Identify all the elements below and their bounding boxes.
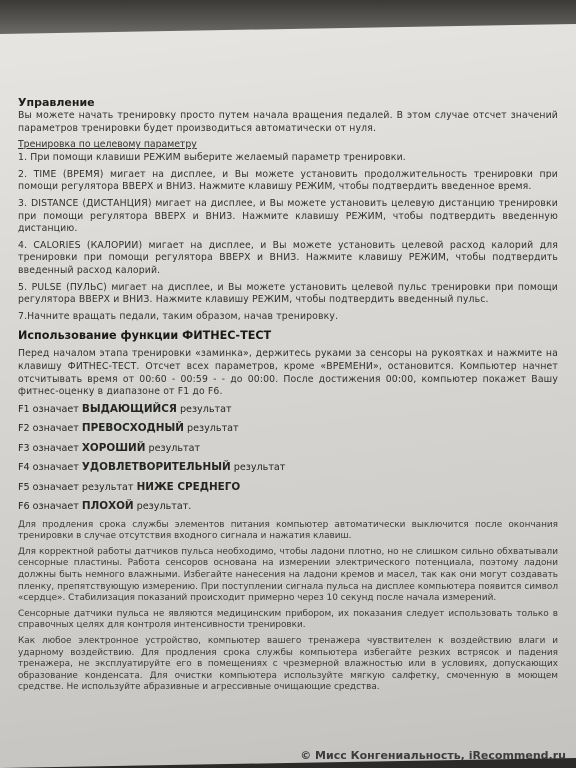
result-value: НИЖЕ СРЕДНЕГО [136, 480, 241, 493]
result-suffix: результат [233, 462, 286, 474]
result-value: ПРЕВОСХОДНЫЙ [81, 422, 184, 435]
step-1: 1. При помощи клавиши РЕЖИМ выберите желаемый параметр тренировки. [18, 152, 406, 164]
result-value: УДОВЛЕТВОРИТЕЛЬНЫЙ [81, 461, 231, 474]
result-code: F3 означает [18, 442, 79, 454]
step-2: 2. TIME (ВРЕМЯ) мигает на дисплее, и Вы можете установить продолжительность тренировки при помощи регулятора ВВЕРХ и ВНИЗ. Нажмите клавишу РЕЖИМ, чтобы подтвердить введенное время. [18, 168, 558, 193]
intro-paragraph: Вы можете начать тренировку просто путем начала вращения педалей. В этом случае отсчет значений параметров тренировки будет производиться автоматически от нуля. [18, 110, 558, 134]
step-3: 3. DISTANCE (ДИСТАНЦИЯ) мигает на дисплее, и Вы можете установить целевую дистанцию тренировки при помощи регулятора ВВЕРХ и ВНИЗ. Нажмите клавишу РЕЖИМ, чтобы подтвердить введенную дистанцию. [18, 197, 558, 235]
result-code: F6 означает [18, 501, 79, 513]
result-code: F2 означает [18, 423, 79, 435]
result-f3 [18, 442, 558, 455]
result-code: F4 означает [18, 462, 79, 474]
result-f6 [18, 500, 558, 513]
section-title-control: Управление [18, 96, 95, 109]
result-value: ХОРОШИЙ [81, 441, 146, 454]
note-medical: Сенсорные датчики пульса не являются медицинским прибором, их показания следует использовать только в справочных целях для контроля интенсивности тренировки. [18, 608, 558, 631]
result-f4 [18, 461, 558, 474]
result-suffix: результат [148, 442, 201, 454]
subsection-title: Тренировка по целевому параметру [18, 139, 197, 151]
fitness-test-intro: Перед началом этапа тренировки «заминка», держитесь руками за сенсоры на рукоятках и нажмите на клавишу ФИТНЕС-ТЕСТ. Отсчет всех параметров, кроме «ВРЕМЕНИ», остановится. Компьютер начнет отсчитывать время от 00:60 - 00:59 - - до 00:00. После достижения 00:00, компьютер покажет Вашу фитнес-оценку в диапазоне от F1 до F6. [18, 348, 558, 398]
step-4: 4. CALORIES (КАЛОРИИ) мигает на дисплее, и Вы можете установить целевой расход калорий для тренировки при помощи регулятора ВВЕРХ и ВНИЗ. Нажмите клавишу РЕЖИМ, чтобы подтвердить введенный расход калорий. [18, 239, 558, 276]
result-value: ПЛОХОЙ [81, 500, 134, 513]
result-suffix: результат. [136, 501, 192, 513]
step-5: 5. PULSE (ПУЛЬС) мигает на дисплее, и Вы можете установить целевой пульс тренировки при помощи регулятора ВВЕРХ и ВНИЗ. Нажмите клавишу РЕЖИМ, чтобы подтвердить введенный пульс. [18, 281, 558, 306]
result-value: ВЫДАЮЩИЙСЯ [81, 402, 177, 415]
step-7: 7.Начните вращать педали, таким образом, начав тренировку. [18, 310, 339, 322]
note-pulse-sensors: Для корректной работы датчиков пульса необходимо, чтобы ладони плотно, но не слишком сильно обхватывали сенсорные пластины. Работа сенсоров основана на измерении электрического потенциала, поэтому ладони должны быть немного влажными. Избегайте нанесения на ладони кремов и масел, так как они могут создавать пленку, препятствующую измерению. При поступлении сигнала пульса на дисплее компьютера появится символ «сердце». Стабилизация показаний происходит примерно через 10 секунд после начала измерений. [18, 546, 558, 604]
note-battery: Для продления срока службы элементов питания компьютер автоматически выключится после окончания тренировки в случае отсутствия входного сигнала и нажатия клавиш. [18, 519, 558, 542]
manual-page [18, 96, 558, 698]
result-suffix: результат [179, 403, 232, 415]
result-f2 [18, 422, 558, 435]
result-suffix: результат [187, 423, 239, 435]
result-f1 [18, 403, 558, 416]
result-code: F1 означает [18, 403, 79, 415]
result-code: F5 означает результат [18, 481, 134, 493]
section-title-fitness-test: Использование функции ФИТНЕС-ТЕСТ [18, 329, 272, 343]
watermark: © Мисс Конгениальность, iRecommend.ru [300, 749, 566, 762]
note-care: Как любое электронное устройство, компьютер вашего тренажера чувствителен к воздействию влаги и ударному воздействию. Для продления срока службы компьютера избегайте резких встрясок и падения тренажера, не эксплуатируйте его в помещениях с чрезмерной влажностью или в условиях, допускающих образование конденсата. Для очистки компьютера используйте мягкую салфетку, смоченную в моющем средстве. Не используйте абразивные и агрессивные очищающие средства. [18, 636, 558, 693]
result-f5 [18, 481, 558, 494]
